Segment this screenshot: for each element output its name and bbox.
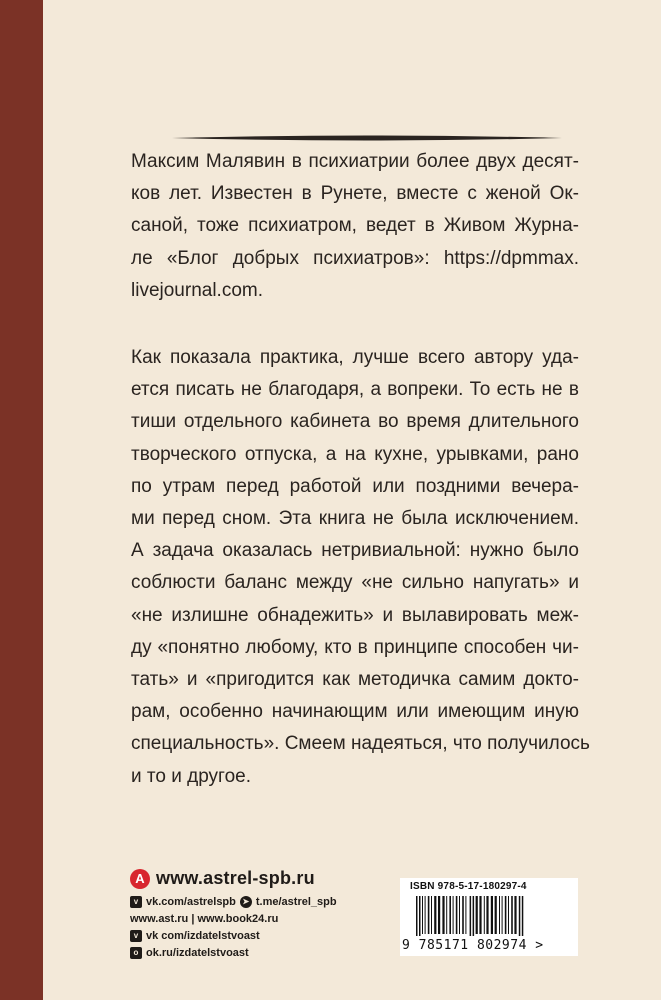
barcode-bar: [479, 896, 481, 934]
text-line: livejournal.com.: [131, 279, 263, 301]
barcode-bar: [438, 896, 440, 934]
barcode-bar: [431, 896, 432, 934]
barcode-block: [400, 878, 578, 956]
text-line: творческого отпуска, а на кухне, урывками, рано: [131, 443, 579, 465]
text-line: А задача оказалась нетривиальной: нужно было: [131, 540, 579, 562]
barcode-bar: [459, 896, 460, 934]
text-line: специальность». Смеем надеяться, что получилось: [131, 733, 590, 755]
publisher-logo-icon: A: [130, 869, 150, 889]
text-line: ду «понятно любому, кто в принципе способен чи-: [131, 636, 579, 658]
vk-icon: v: [130, 896, 142, 908]
text-line: ми перед сном. Эта книга не была исключением.: [131, 508, 579, 530]
barcode-bar: [442, 896, 444, 934]
vk2-link[interactable]: vk com/izdatelstvoast: [146, 930, 260, 942]
barcode-bar: [434, 896, 436, 934]
text-line: «не излишне обнадежить» и вылавировать меж-: [131, 604, 579, 626]
barcode-bar: [522, 896, 524, 936]
barcode-bars: [416, 896, 562, 936]
barcode-bar: [499, 896, 500, 934]
publisher-links: [130, 868, 337, 960]
text-line: тиши отдельного кабинета во время длительного: [131, 411, 579, 433]
author-bio: [131, 146, 579, 307]
barcode-bar: [449, 896, 451, 934]
barcode-bar: [422, 896, 423, 934]
barcode-bar: [425, 896, 426, 934]
barcode-bar: [456, 896, 458, 934]
decorative-rule: [172, 134, 562, 142]
text-line: ется писать не благодаря, а вопреки. То есть не в: [131, 379, 579, 401]
text-line: по утрам перед работой или поздними вечера-: [131, 475, 579, 497]
text-line: и то и другое.: [131, 765, 251, 787]
text-line: соблюсти баланс между «не сильно напугать» и: [131, 572, 579, 594]
barcode-bar: [416, 896, 418, 936]
barcode-bar: [514, 896, 516, 934]
spine-stripe: [0, 0, 43, 1000]
vk-link[interactable]: vk.com/astrelspb: [146, 896, 236, 908]
barcode-bar: [502, 896, 503, 934]
barcode-bar: [446, 896, 447, 934]
barcode-bar: [505, 896, 507, 934]
book-description: [131, 342, 590, 793]
text-line: Как показала практика, лучше всего автору уда-: [131, 347, 579, 368]
text-line: тать» и «пригодится как методичка самим докто-: [131, 669, 579, 691]
barcode-bar: [484, 896, 485, 934]
barcode-bar: [519, 896, 521, 936]
barcode-digits: 9 785171 802974 >: [402, 938, 544, 953]
text-line: саной, тоже психиатром, ведет в Живом Журна-: [131, 215, 579, 237]
barcode-bar: [453, 896, 454, 934]
barcode-bar: [476, 896, 478, 934]
barcode-bar: [419, 896, 421, 936]
sites-links[interactable]: www.ast.ru | www.book24.ru: [130, 913, 279, 925]
text-line: ков лет. Известен в Рунете, вместе с женой Ок-: [131, 183, 579, 205]
vk-icon: v: [130, 930, 142, 942]
barcode-bar: [495, 896, 497, 934]
telegram-link[interactable]: t.me/astrel_spb: [255, 896, 337, 908]
text-line: ле «Блог добрых психиатров»: https://dpmmax.: [131, 247, 579, 269]
text-line: Максим Малявин в психиатрии более двух десят-: [131, 151, 579, 172]
barcode-bar: [465, 896, 466, 934]
barcode-bar: [473, 896, 475, 936]
barcode-bar: [428, 896, 430, 934]
barcode-bar: [511, 896, 513, 934]
ok-icon: o: [130, 947, 142, 959]
text-line: рам, особенно начинающим или имеющим иную: [131, 701, 579, 723]
barcode-bar: [462, 896, 464, 934]
website-link[interactable]: www.astrel-spb.ru: [156, 868, 315, 888]
barcode-bar: [486, 896, 488, 934]
barcode-bar: [491, 896, 493, 934]
isbn-label: ISBN 978-5-17-180297-4: [410, 881, 527, 892]
telegram-icon: ➤: [240, 896, 252, 908]
ok-link[interactable]: ok.ru/izdatelstvoast: [146, 947, 249, 959]
barcode-bar: [470, 896, 472, 936]
barcode-bar: [508, 896, 509, 934]
